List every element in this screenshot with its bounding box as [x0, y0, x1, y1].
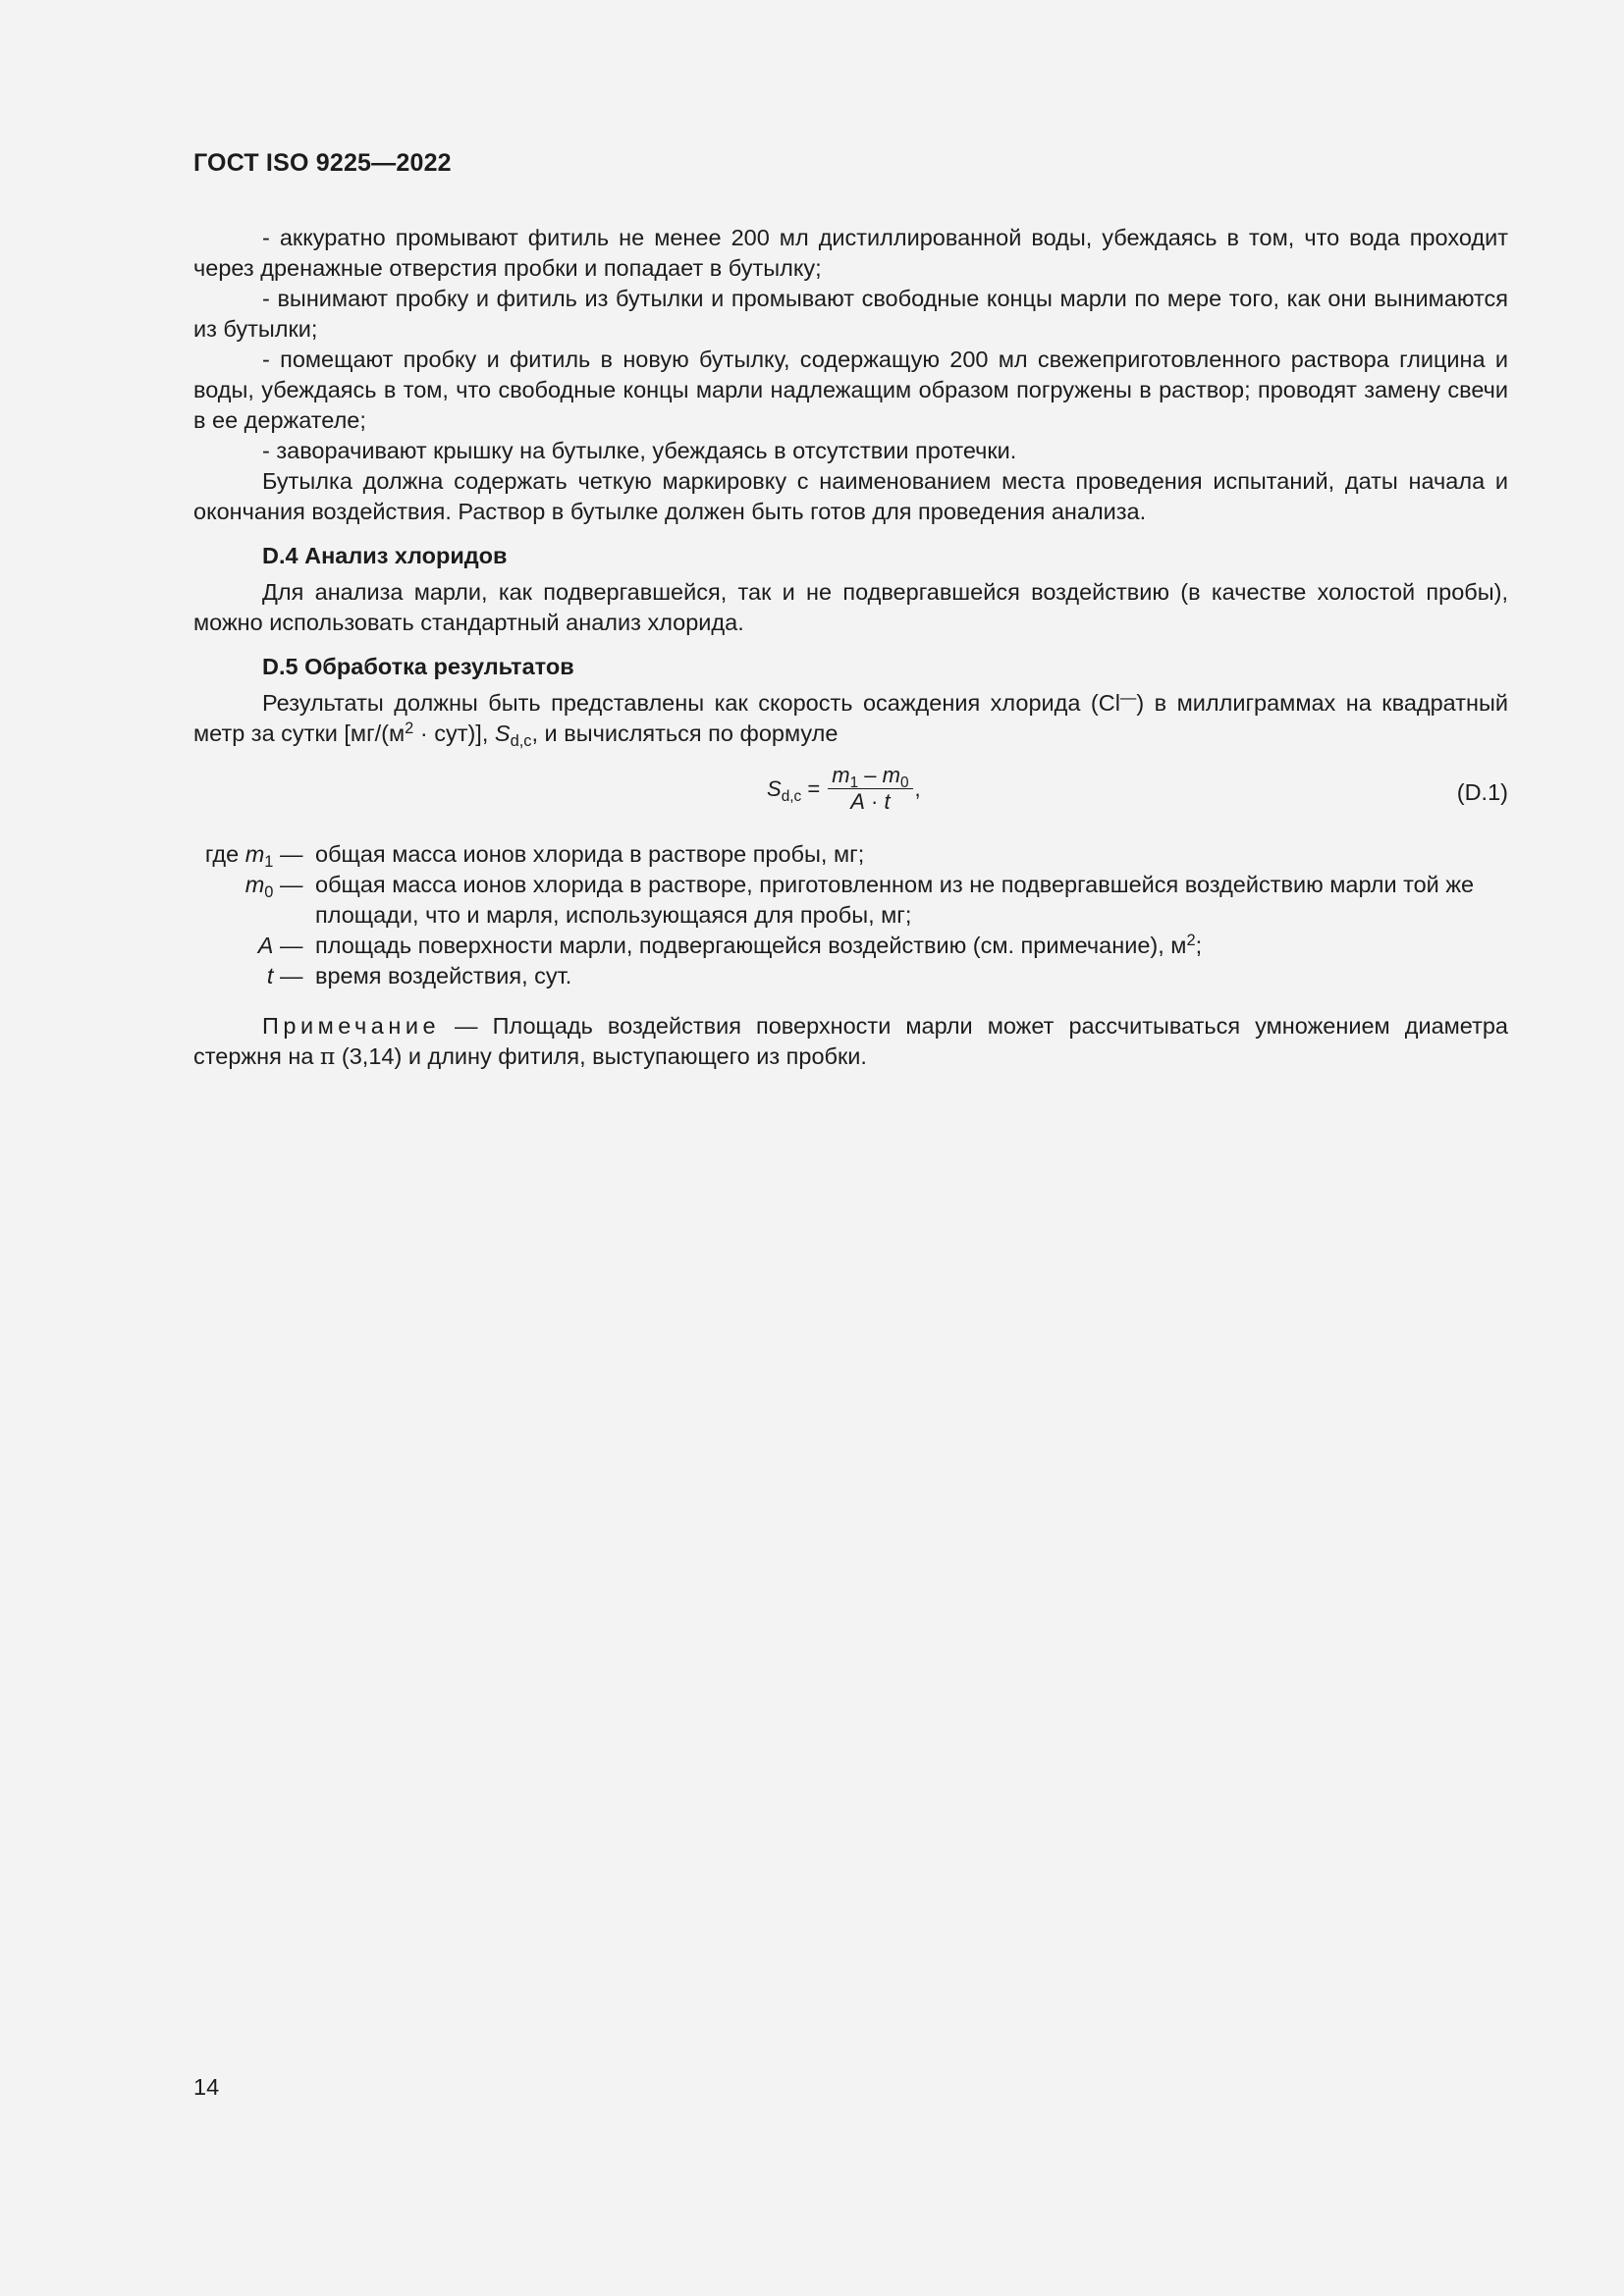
formula-d1: $S_{d,c}$ = $\frac{m_1 - m_0}{A \cdot t}$ ,: [767, 763, 921, 814]
legend-symbol: $m_0$ —: [244, 872, 309, 901]
legend-description: площадь поверхности марли, подвергающейся воздействию (см. примечание), $м^2$;: [315, 932, 1203, 958]
formula-block: [193, 755, 1508, 831]
document-body: [193, 223, 1508, 1072]
legend-row: [193, 870, 1508, 931]
formula-numerator: $m_1 - m_0$: [828, 763, 912, 789]
legend-symbol: где $m_1$ —: [204, 841, 309, 871]
list-item: - помещают пробку и фитиль в новую бутылку, содержащую 200 мл свежеприготовленного раствора глицина и воды, убеждаясь в том, что свободные концы марли надлежащим образом погружены в раствор; проводят замену свечи в ее держателе;: [193, 347, 1508, 433]
legend-description: общая масса ионов хлорида в растворе пробы, мг;: [315, 841, 865, 867]
paragraph-d4: Для анализа марли, как подвергавшейся, так и не подвергавшейся воздействию (в качестве холостой пробы), можно использовать стандартный анализ хлорида.: [193, 579, 1508, 635]
pi-symbol: π: [319, 1042, 336, 1070]
legend-description: время воздействия, сут.: [315, 963, 572, 988]
section-heading-d5: D.5 Обработка результатов: [262, 654, 574, 679]
legend-description: общая масса ионов хлорида в растворе, приготовленном из не подвергавшейся воздействию марли той же площади, что и марля, использующаяся для пробы, мг;: [315, 872, 1475, 928]
formula-denominator: A · t: [850, 789, 891, 814]
document-page: [193, 0, 1508, 2296]
formula-fraction: [828, 763, 912, 815]
list-item: - вынимают пробку и фитиль из бутылки и промывают свободные концы марли по мере того, как они вынимаются из бутылки;: [193, 286, 1508, 342]
list-item: - аккуратно промывают фитиль не менее 200 мл дистиллированной воды, убеждаясь в том, что вода проходит через дренажные отверстия пробки и попадает в бутылку;: [193, 225, 1508, 281]
legend-row: [193, 931, 1508, 961]
legend-symbol: t —: [266, 963, 309, 988]
formula-lhs: $S_{d,c}$: [767, 776, 802, 805]
legend-row: [193, 839, 1508, 870]
variables-legend: [193, 839, 1508, 991]
section-heading-d4: D.4 Анализ хлоридов: [262, 543, 508, 568]
list-item: - заворачивают крышку на бутылке, убеждаясь в отсутствии протечки.: [262, 438, 1017, 463]
note-label: Примечание: [262, 1013, 441, 1039]
legend-row: [193, 961, 1508, 991]
page-number: 14: [193, 2074, 220, 2100]
paragraph-d5: Результаты должны быть представлены как скорость осаждения хлорида (Cl—) в миллиграммах на квадратный метр за сутки $[мг/(м^2 \cdot сут)]$, $S_{d,c}$, и вычисляться по формуле: [193, 689, 1508, 750]
note-paragraph: Примечание — Площадь воздействия поверхности марли может рассчитываться умножением диаметра стержня на π (3,14) и длину фитиля, выступающего из пробки.: [193, 1013, 1508, 1070]
paragraph: Бутылка должна содержать четкую маркировку с наименованием места проведения испытаний, даты начала и окончания воздействия. Раствор в бутылке должен быть готов для проведения анализа.: [193, 468, 1508, 524]
equation-number: (D.1): [1456, 779, 1508, 805]
legend-symbol: A —: [257, 933, 309, 958]
page-header: ГОСТ ISO 9225—2022: [193, 149, 452, 177]
